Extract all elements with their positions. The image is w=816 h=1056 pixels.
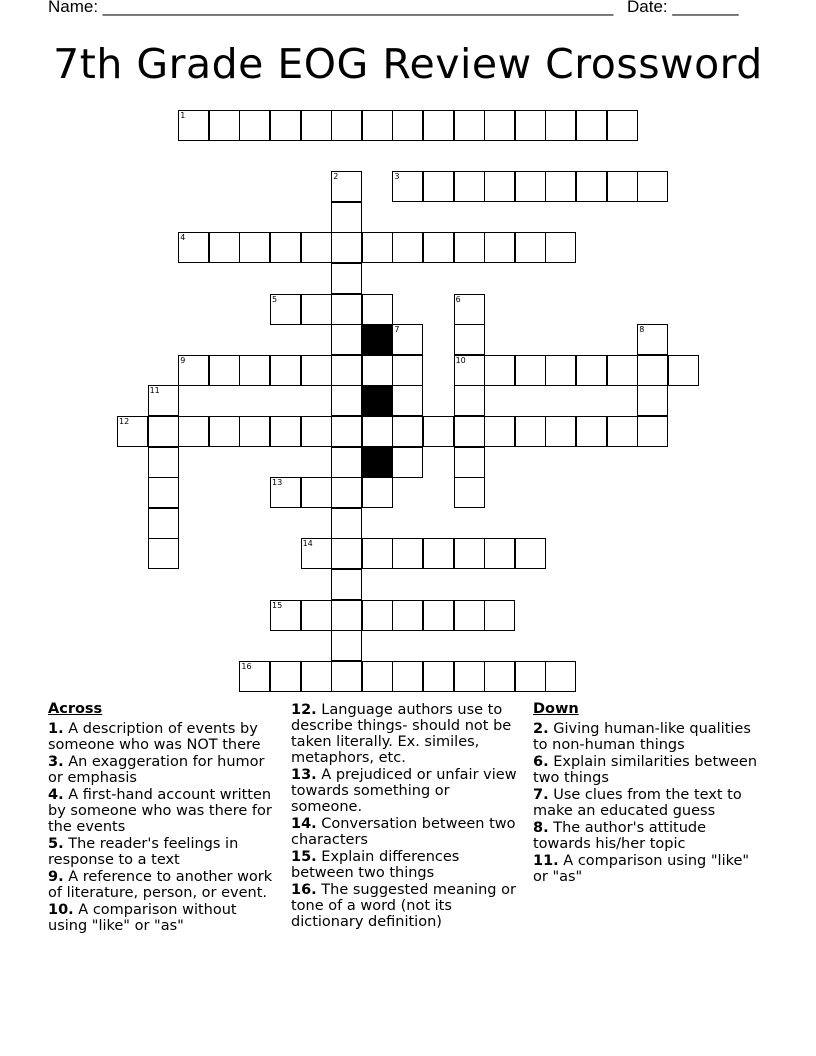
grid-cell[interactable] xyxy=(301,661,332,692)
grid-cell[interactable] xyxy=(454,324,485,355)
grid-cell[interactable] xyxy=(362,232,393,263)
grid-cell[interactable] xyxy=(392,385,423,416)
grid-cell[interactable] xyxy=(392,416,423,447)
grid-cell[interactable] xyxy=(454,171,485,202)
clue-text: Giving human-like qualities to non-human things xyxy=(533,721,751,753)
grid-cell[interactable] xyxy=(331,630,362,661)
grid-cell[interactable] xyxy=(301,110,332,141)
grid-cell[interactable] xyxy=(209,110,240,141)
grid-cell[interactable] xyxy=(545,416,576,447)
grid-cell[interactable] xyxy=(576,110,607,141)
clue-text: Explain similarities between two things xyxy=(533,754,758,786)
grid-cell[interactable] xyxy=(484,600,515,631)
clue-text: Use clues from the text to make an educated guess xyxy=(533,787,742,819)
clue-number: 3 xyxy=(394,172,400,182)
grid-cell[interactable] xyxy=(209,416,240,447)
clue-item xyxy=(533,820,768,852)
clue-number: 14 xyxy=(302,539,313,549)
grid-cell[interactable] xyxy=(423,538,454,569)
grid-cell[interactable] xyxy=(392,538,423,569)
grid-cell[interactable] xyxy=(637,324,668,355)
clue-number: 13 xyxy=(272,478,283,488)
grid-cell[interactable] xyxy=(362,110,393,141)
grid-cell[interactable] xyxy=(331,600,362,631)
clue-text: A first-hand account written by someone who was there for the events xyxy=(48,787,272,835)
clue-text: An exaggeration for humor or emphasis xyxy=(48,754,265,786)
grid-cell[interactable] xyxy=(331,569,362,600)
grid-cell[interactable] xyxy=(454,294,485,325)
clue-number: 5 xyxy=(272,294,278,304)
clue-item xyxy=(533,754,768,786)
black-square xyxy=(362,447,393,478)
grid-cell[interactable] xyxy=(392,447,423,478)
clue-number-label: 10. xyxy=(48,902,74,918)
grid-cell[interactable] xyxy=(454,355,485,386)
grid-cell[interactable] xyxy=(148,508,179,539)
grid-cell[interactable] xyxy=(454,232,485,263)
clue-number: 10 xyxy=(455,355,466,365)
clue-text: A comparison without using "like" or "as" xyxy=(48,902,237,934)
grid-cell[interactable] xyxy=(209,232,240,263)
grid-cell[interactable] xyxy=(239,416,270,447)
down-heading: Down xyxy=(533,701,579,717)
grid-cell[interactable] xyxy=(148,447,179,478)
clue-number-label: 5. xyxy=(48,836,64,852)
grid-cell[interactable] xyxy=(637,355,668,386)
clue-number: 9 xyxy=(180,355,186,365)
clue-text: Explain differences between two things xyxy=(291,849,460,881)
grid-cell[interactable] xyxy=(454,416,485,447)
grid-cell[interactable] xyxy=(362,477,393,508)
grid-cell[interactable] xyxy=(178,416,209,447)
clue-item xyxy=(533,853,768,885)
grid-cell[interactable] xyxy=(454,385,485,416)
grid-cell[interactable] xyxy=(117,416,148,447)
grid-cell[interactable] xyxy=(515,661,546,692)
grid-cell[interactable] xyxy=(454,600,485,631)
grid-cell[interactable] xyxy=(392,232,423,263)
grid-cell[interactable] xyxy=(178,355,209,386)
grid-cell[interactable] xyxy=(331,324,362,355)
grid-cell[interactable] xyxy=(423,661,454,692)
grid-cell[interactable] xyxy=(331,355,362,386)
grid-cell[interactable] xyxy=(423,600,454,631)
clue-item xyxy=(291,767,523,815)
grid-cell[interactable] xyxy=(331,202,362,233)
grid-cell[interactable] xyxy=(239,661,270,692)
grid-cell[interactable] xyxy=(576,171,607,202)
clue-item xyxy=(291,882,523,930)
grid-cell[interactable] xyxy=(545,661,576,692)
clue-number-label: 7. xyxy=(533,787,549,803)
clue-number-label: 11. xyxy=(533,853,559,869)
grid-cell[interactable] xyxy=(454,661,485,692)
grid-cell[interactable] xyxy=(484,171,515,202)
grid-cell[interactable] xyxy=(637,385,668,416)
clue-text: Language authors use to describe things- should not be taken literally. Ex. similes, metaphors, etc. xyxy=(291,702,512,766)
clue-item xyxy=(533,721,768,753)
clue-text: A comparison using "like" or "as" xyxy=(533,853,750,885)
grid-cell[interactable] xyxy=(515,110,546,141)
grid-cell[interactable] xyxy=(270,294,301,325)
clue-number-label: 12. xyxy=(291,702,317,718)
grid-cell[interactable] xyxy=(209,355,240,386)
clue-text: The author's attitude towards his/her topic xyxy=(533,820,707,852)
grid-cell[interactable] xyxy=(331,538,362,569)
grid-cell[interactable] xyxy=(301,416,332,447)
grid-cell[interactable] xyxy=(178,110,209,141)
across-clues-column-2 xyxy=(291,702,523,931)
grid-cell[interactable] xyxy=(484,355,515,386)
clue-item xyxy=(291,816,523,848)
grid-cell[interactable] xyxy=(484,232,515,263)
grid-cell[interactable] xyxy=(515,416,546,447)
grid-cell[interactable] xyxy=(301,294,332,325)
date-field-line: Date: _______ xyxy=(627,0,739,16)
clue-number-label: 4. xyxy=(48,787,64,803)
clue-item xyxy=(48,754,278,786)
clue-text: A reference to another work of literature, person, or event. xyxy=(48,869,273,901)
grid-cell[interactable] xyxy=(392,324,423,355)
grid-cell[interactable] xyxy=(148,538,179,569)
grid-cell[interactable] xyxy=(515,171,546,202)
clue-number-label: 9. xyxy=(48,869,64,885)
grid-cell[interactable] xyxy=(331,232,362,263)
clue-text: A prejudiced or unfair view towards something or someone. xyxy=(291,767,517,815)
grid-cell[interactable] xyxy=(362,355,393,386)
grid-cell[interactable] xyxy=(545,110,576,141)
grid-cell[interactable] xyxy=(362,661,393,692)
clue-number: 16 xyxy=(241,661,252,671)
clue-number-label: 14. xyxy=(291,816,317,832)
grid-cell[interactable] xyxy=(270,600,301,631)
grid-cell[interactable] xyxy=(515,355,546,386)
grid-cell[interactable] xyxy=(331,110,362,141)
black-square xyxy=(362,324,393,355)
grid-cell[interactable] xyxy=(392,171,423,202)
clue-number-label: 1. xyxy=(48,721,64,737)
grid-cell[interactable] xyxy=(331,477,362,508)
grid-cell[interactable] xyxy=(301,600,332,631)
grid-cell[interactable] xyxy=(392,110,423,141)
name-field-line: Name: ______________________________________________________ xyxy=(48,0,614,16)
clue-item xyxy=(48,721,278,753)
clue-item xyxy=(291,849,523,881)
clue-number: 15 xyxy=(272,600,283,610)
grid-cell[interactable] xyxy=(637,416,668,447)
grid-cell[interactable] xyxy=(607,110,638,141)
across-heading: Across xyxy=(48,701,103,717)
clue-number-label: 16. xyxy=(291,882,317,898)
across-clues-column-1 xyxy=(48,701,278,935)
grid-cell[interactable] xyxy=(454,477,485,508)
clue-text: The suggested meaning or tone of a word (not its dictionary definition) xyxy=(291,882,516,930)
grid-cell[interactable] xyxy=(362,538,393,569)
grid-cell[interactable] xyxy=(423,416,454,447)
grid-cell[interactable] xyxy=(545,232,576,263)
grid-cell[interactable] xyxy=(362,294,393,325)
grid-cell[interactable] xyxy=(301,538,332,569)
clue-number: 7 xyxy=(394,325,400,335)
clue-number-label: 3. xyxy=(48,754,64,770)
grid-cell[interactable] xyxy=(239,355,270,386)
clue-number: 2 xyxy=(333,172,339,182)
grid-cell[interactable] xyxy=(239,232,270,263)
grid-cell[interactable] xyxy=(607,355,638,386)
grid-cell[interactable] xyxy=(331,294,362,325)
clue-number: 12 xyxy=(119,417,130,426)
grid-cell[interactable] xyxy=(545,171,576,202)
grid-cell[interactable] xyxy=(270,110,301,141)
grid-cell[interactable] xyxy=(392,355,423,386)
down-clues-column xyxy=(533,701,768,886)
grid-cell[interactable] xyxy=(423,232,454,263)
grid-cell[interactable] xyxy=(331,171,362,202)
grid-cell[interactable] xyxy=(576,355,607,386)
clue-item xyxy=(533,787,768,819)
grid-cell[interactable] xyxy=(362,416,393,447)
grid-cell[interactable] xyxy=(148,477,179,508)
grid-cell[interactable] xyxy=(362,600,393,631)
grid-cell[interactable] xyxy=(301,355,332,386)
grid-cell[interactable] xyxy=(331,263,362,294)
clue-number: 4 xyxy=(180,233,186,243)
grid-cell[interactable] xyxy=(545,355,576,386)
clue-text: A description of events by someone who was NOT there xyxy=(48,721,261,753)
grid-cell[interactable] xyxy=(392,661,423,692)
grid-cell[interactable] xyxy=(423,171,454,202)
grid-cell[interactable] xyxy=(515,538,546,569)
grid-cell[interactable] xyxy=(668,355,699,386)
clue-item xyxy=(48,902,278,934)
grid-cell[interactable] xyxy=(423,110,454,141)
grid-cell[interactable] xyxy=(148,385,179,416)
page-title: 7th Grade EOG Review Crossword xyxy=(53,40,763,88)
grid-cell[interactable] xyxy=(454,110,485,141)
grid-cell[interactable] xyxy=(607,171,638,202)
clue-number-label: 6. xyxy=(533,754,549,770)
grid-cell[interactable] xyxy=(607,416,638,447)
grid-cell[interactable] xyxy=(637,171,668,202)
clue-number: 8 xyxy=(639,325,645,335)
grid-cell[interactable] xyxy=(301,477,332,508)
grid-cell[interactable] xyxy=(576,416,607,447)
grid-cell[interactable] xyxy=(484,110,515,141)
grid-cell[interactable] xyxy=(148,416,179,447)
grid-cell[interactable] xyxy=(270,661,301,692)
grid-cell[interactable] xyxy=(392,600,423,631)
black-square xyxy=(362,385,393,416)
grid-cell[interactable] xyxy=(270,416,301,447)
grid-cell[interactable] xyxy=(331,508,362,539)
clue-item xyxy=(48,836,278,868)
grid-cell[interactable] xyxy=(331,385,362,416)
grid-cell[interactable] xyxy=(515,232,546,263)
grid-cell[interactable] xyxy=(454,538,485,569)
grid-cell[interactable] xyxy=(454,447,485,478)
grid-cell[interactable] xyxy=(270,355,301,386)
clue-item xyxy=(48,869,278,901)
clue-number-label: 15. xyxy=(291,849,317,865)
clue-number: 6 xyxy=(455,294,461,304)
grid-cell[interactable] xyxy=(484,538,515,569)
grid-cell[interactable] xyxy=(270,232,301,263)
clue-number: 11 xyxy=(149,386,160,396)
clue-text: Conversation between two characters xyxy=(291,816,516,848)
grid-cell[interactable] xyxy=(301,232,332,263)
grid-cell[interactable] xyxy=(331,447,362,478)
clue-number: 1 xyxy=(180,111,186,120)
clue-text: The reader's feelings in response to a text xyxy=(48,836,239,868)
grid-cell[interactable] xyxy=(331,661,362,692)
grid-cell[interactable] xyxy=(484,661,515,692)
grid-cell[interactable] xyxy=(270,477,301,508)
clue-item xyxy=(291,702,523,766)
clue-number-label: 2. xyxy=(533,721,549,737)
grid-cell[interactable] xyxy=(239,110,270,141)
clue-number-label: 13. xyxy=(291,767,317,783)
grid-cell[interactable] xyxy=(484,416,515,447)
grid-cell[interactable] xyxy=(178,232,209,263)
clue-item xyxy=(48,787,278,835)
grid-cell[interactable] xyxy=(331,416,362,447)
clue-number-label: 8. xyxy=(533,820,549,836)
